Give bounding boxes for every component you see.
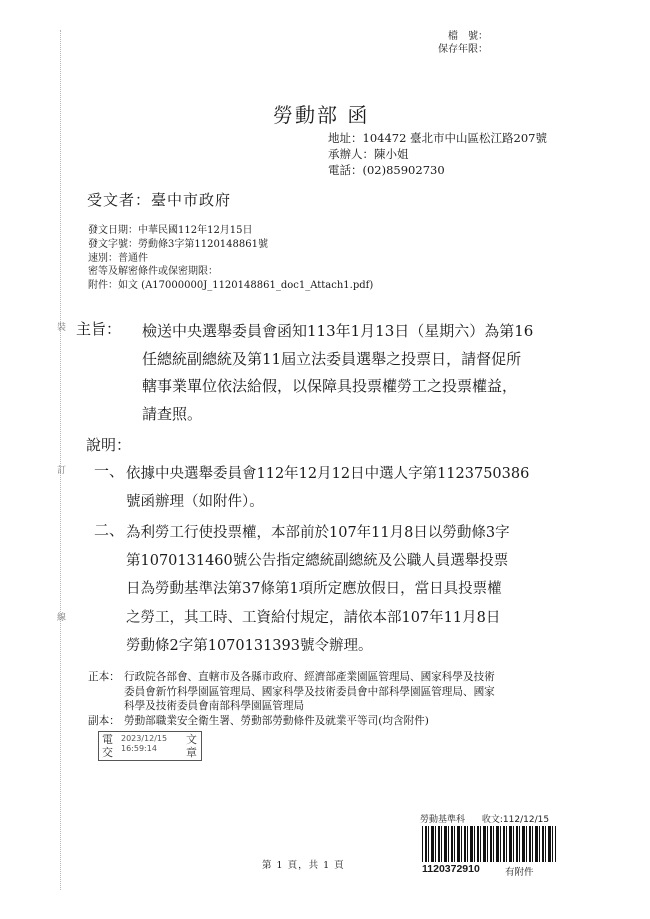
margin-mark-line: 線 [57, 613, 67, 623]
margin-mark-bind: 裝 [57, 323, 67, 333]
explanation-item-1 [126, 460, 529, 516]
retention-label: 保存年限： [438, 44, 488, 55]
explanation-line: 之勞工，其工時、工資給付規定，請依本部107年11月8日 [126, 609, 501, 626]
file-info [438, 30, 488, 56]
document-meta [88, 224, 373, 293]
main-copy-line: 科學及技術委員會南部科學園區管理局 [124, 700, 305, 712]
explanation-line: 第1070131460號公告指定總統副總統及公職人員選舉投票 [126, 553, 509, 570]
explanation-item-2 [126, 519, 510, 660]
attachment-note: 有附件 [505, 867, 534, 878]
subject-label: 主旨： [76, 320, 122, 338]
main-copy-line: 行政院各部會、直轄市及各縣市政府、經濟部產業園區管理局、國家科學及技術 [124, 671, 495, 683]
stamp-left-text: 電 交 [102, 733, 113, 759]
carbon-copy-line: 勞動部職業安全衛生署、勞動部勞動條件及就業平等司(均含附件) [124, 714, 429, 727]
explanation-line: 依據中央選舉委員會112年12月12日中選人字第1123750386 [126, 466, 530, 482]
sender-address: 地址：104472 臺北市中山區松江路207號 [328, 131, 548, 145]
delivery-speed: 速別：普通件 [88, 252, 148, 264]
issue-date: 發文日期：中華民國112年12月15日 [88, 225, 253, 236]
exchange-stamp [98, 731, 202, 761]
margin-mark-tie: 訂 [57, 466, 67, 476]
explanation-item-number: 一、 [94, 462, 125, 480]
sender-block [328, 130, 547, 178]
sender-contact: 承辦人：陳小姐 [328, 147, 409, 161]
recipient: 受文者：臺中市政府 [87, 191, 232, 209]
subject-line: 請查照。 [142, 404, 203, 423]
explanation-item-number: 二、 [94, 521, 125, 539]
page-number: 第 1 頁，共 1 頁 [262, 860, 345, 871]
explanation-line: 為利勞工行使投票權，本部前於107年11月8日以勞動條3字 [126, 525, 510, 541]
stamp-right-text: 文 章 [186, 733, 197, 759]
sender-phone: 電話：(02)85902730 [328, 163, 445, 177]
receipt-date: 收文:112/12/15 [481, 815, 550, 825]
subject-text [142, 318, 533, 428]
stamp-timestamp: 2023/12/15 16:59:14 [121, 734, 168, 753]
carbon-copy-label: 副本： [88, 714, 120, 727]
distribution-list [88, 670, 495, 728]
barcode [422, 826, 556, 862]
receipt-department: 勞動基準科 [420, 815, 466, 825]
subject-line: 轄事業單位依法給假，以保障具投票權勞工之投票權益， [142, 377, 518, 395]
document-number: 發文字號：勞動條3字第1120148861號 [88, 238, 268, 250]
receipt-stamp [420, 812, 560, 824]
explanation-line: 勞動條2字第1070131393號令辦理。 [126, 637, 373, 654]
explanation-line: 號函辦理（如附件）。 [126, 494, 264, 511]
binding-line [60, 30, 61, 890]
explanation-line: 日為勞動基準法第37條第1項所定應放假日，當日具投票權 [126, 581, 502, 598]
document-title: 勞動部 函 [273, 103, 370, 127]
main-copy-line: 委員會新竹科學園區管理局、國家科學及技術委員會中部科學園區管理局、國家 [124, 685, 495, 698]
secrecy-level: 密等及解密條件或保密期限： [88, 266, 218, 278]
barcode-number: 1120372910 [422, 863, 480, 875]
attachment-info: 附件：如文 (A17000000J_1120148861_doc1_Attach1.pdf) [88, 280, 374, 292]
file-number-label: 檔 號： [448, 31, 488, 42]
subject-line: 任總統副總統及第11屆立法委員選舉之投票日，請督促所 [142, 349, 522, 368]
main-copy-label: 正本： [88, 671, 120, 683]
explanation-label: 說明： [86, 436, 132, 454]
subject-line: 檢送中央選舉委員會函知113年1月13日（星期六）為第16 [142, 322, 534, 340]
